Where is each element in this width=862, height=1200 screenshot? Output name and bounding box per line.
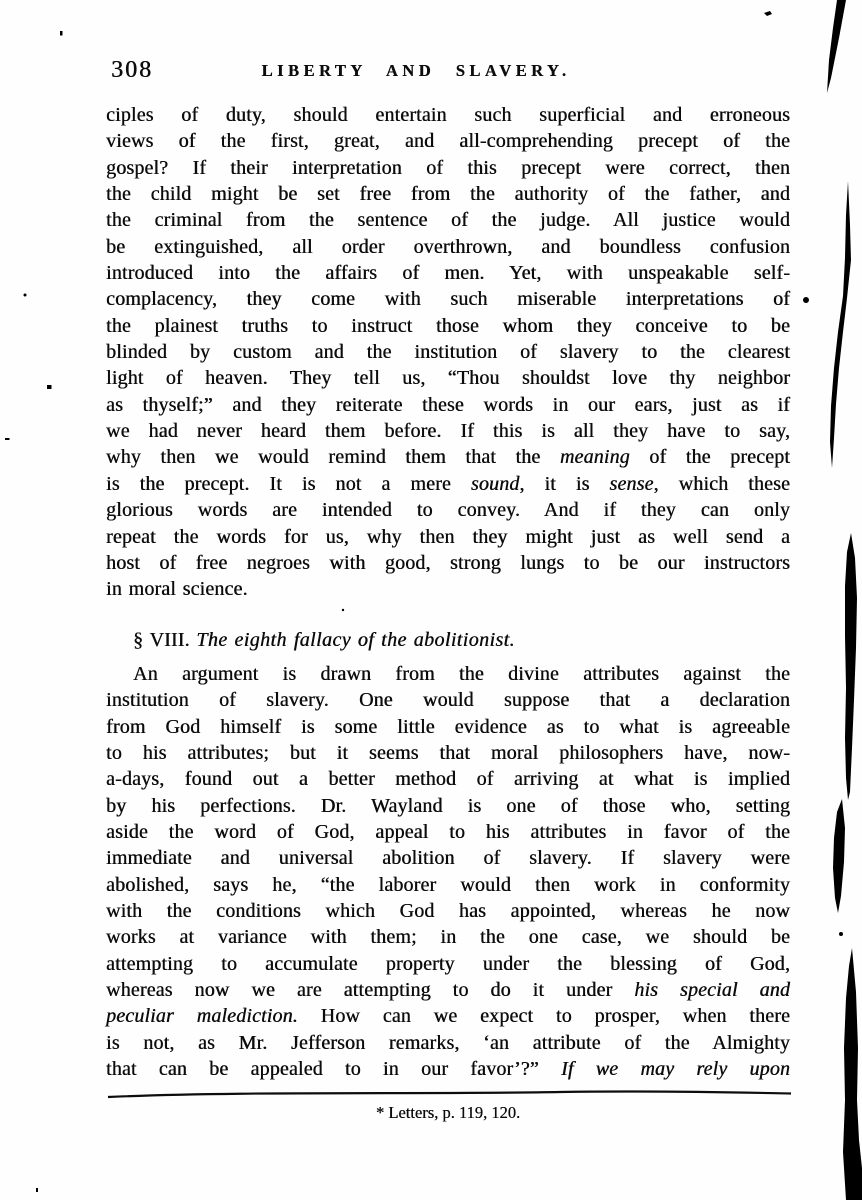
text-line: aside the word of God, appeal to his attributes in favor of the xyxy=(106,821,790,844)
text-line: ciples of duty, should entertain such superficial and erroneous xyxy=(106,104,790,126)
text-line: whereas now we are attempting to do it under his special and xyxy=(106,979,790,1002)
text-line: we had never heard them before. If this is all they have to say, xyxy=(106,420,790,443)
text-line: that can be appealed to in our favor’?” If we may rely upon xyxy=(106,1058,790,1081)
text-line: is the precept. It is not a mere sound, it is sense, which these xyxy=(106,472,790,495)
text-line: the criminal from the sentence of the judge. All justice would xyxy=(106,209,790,232)
ink-speck xyxy=(47,385,52,389)
text-line: host of free negroes with good, strong lungs to be our instructors xyxy=(106,551,790,574)
page-number: 308 xyxy=(111,57,153,83)
binding-mark-lower xyxy=(833,799,845,913)
binding-mark-upper xyxy=(830,181,851,468)
text-line: institution of slavery. One would suppose that a declaration xyxy=(106,689,790,712)
ink-speck xyxy=(803,297,809,303)
footnote-text: * Letters, p. 119, 120. xyxy=(375,1103,521,1122)
text-line: from God himself is some little evidence as to what is agreeable xyxy=(106,715,790,738)
text-line: with the conditions which God has appointed, whereas he now xyxy=(106,900,790,923)
text-line: gospel? If their interpretation of this precept were correct, then xyxy=(106,156,790,179)
text-line: peculiar malediction. How can we expect to prosper, when there xyxy=(106,1005,791,1028)
text-line: by his perfections. Dr. Wayland is one of those who, setting xyxy=(106,794,790,817)
text-line: abolished, says he, “the laborer would then work in conformity xyxy=(106,873,790,896)
binding-mark-middle xyxy=(845,533,857,800)
text-line: introduced into the affairs of men. Yet, with unspeakable self- xyxy=(106,262,790,285)
text-line: light of heaven. They tell us, “Thou shouldst love thy neighbor xyxy=(106,367,790,390)
ink-speck xyxy=(5,438,10,440)
text-line: a-days, found out a better method of arriving at what is implied xyxy=(106,768,790,791)
text-line: An argument is drawn from the divine attributes against the xyxy=(133,663,790,685)
footnote-separator xyxy=(108,1091,791,1097)
running-header: LIBERTY AND SLAVERY. xyxy=(261,61,571,80)
ink-speck xyxy=(24,294,27,297)
section-heading: § VIII. The eighth fallacy of the abolitionist. xyxy=(133,629,515,651)
text-line: to his attributes; but it seems that moral philosophers have, now- xyxy=(106,742,790,765)
text-line: immediate and universal abolition of slavery. If slavery were xyxy=(106,847,790,870)
text-line: views of the first, great, and all-comprehending precept of the xyxy=(106,130,790,153)
text-line: the child might be set free from the authority of the father, and xyxy=(106,183,790,206)
ink-speck xyxy=(36,1188,38,1192)
text-line: complacency, they come with such miserable interpretations of xyxy=(106,288,790,311)
binding-mark-top xyxy=(827,0,846,93)
ink-speck xyxy=(60,31,63,36)
text-line: works at variance with them; in the one case, we should be xyxy=(106,926,790,949)
text-line: blinded by custom and the institution of slavery to the clearest xyxy=(106,341,790,364)
text-line: is not, as Mr. Jefferson remarks, ‘an attribute of the Almighty xyxy=(106,1031,790,1054)
binding-mark-bottom xyxy=(843,948,862,1200)
text-line: be extinguished, all order overthrown, and boundless confusion xyxy=(106,235,790,258)
body-paragraph-1 xyxy=(106,102,790,603)
body-paragraph-2 xyxy=(106,661,790,1083)
text-line: why then we would remind them that the meaning of the precept xyxy=(106,446,790,469)
text-line: attempting to accumulate property under the blessing of God, xyxy=(106,952,790,975)
text-line: as thyself;” and they reiterate these words in our ears, just as if xyxy=(106,393,790,416)
text-line: glorious words are intended to convey. And if they can only xyxy=(106,499,790,522)
ink-speck xyxy=(342,609,344,611)
ink-speck xyxy=(839,932,843,936)
ink-speck xyxy=(764,11,772,16)
text-line: in moral science. xyxy=(106,578,248,601)
text-line: repeat the words for us, why then they might just as well send a xyxy=(106,525,790,548)
text-line: the plainest truths to instruct those whom they conceive to be xyxy=(106,314,790,337)
